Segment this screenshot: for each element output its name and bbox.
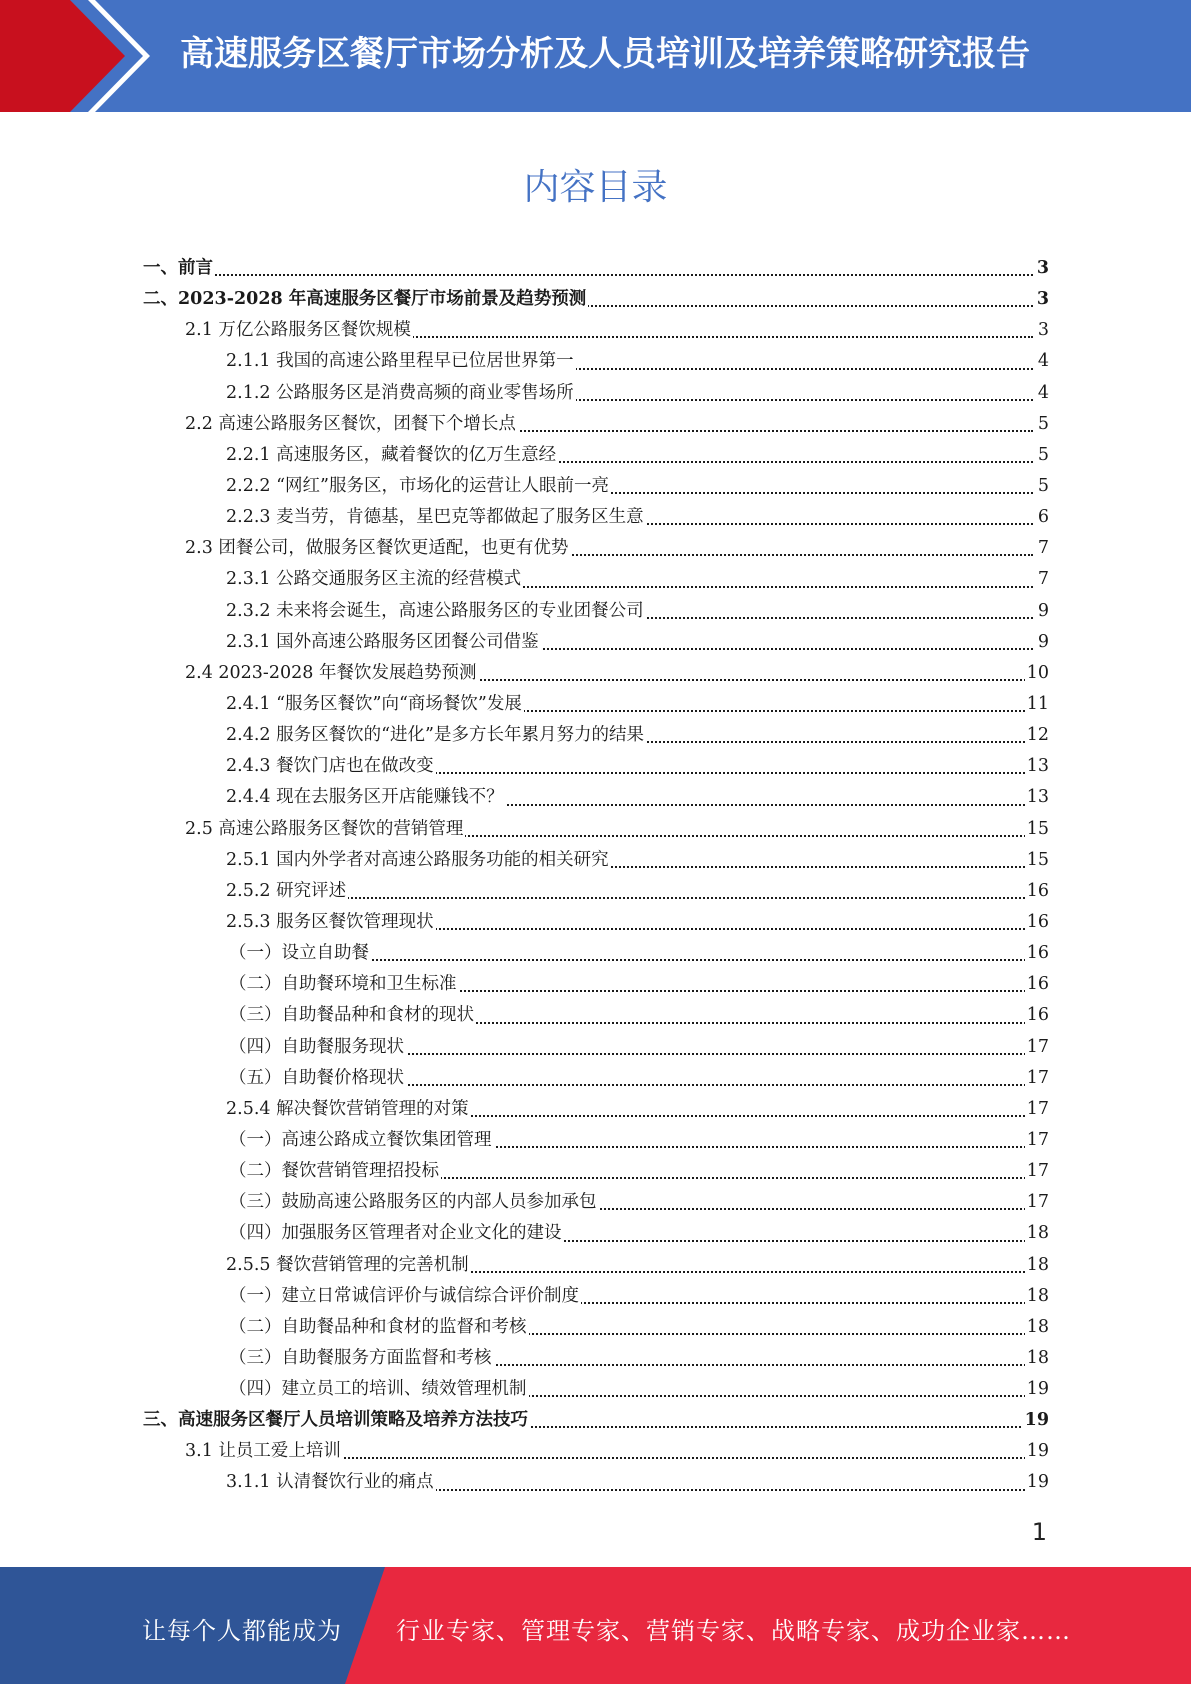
toc-entry-label: 3.1 让员工爱上培训 bbox=[185, 1436, 343, 1467]
toc-entry[interactable] bbox=[143, 658, 1049, 689]
toc-entry-page: 17 bbox=[1025, 1032, 1049, 1063]
toc-entry[interactable] bbox=[143, 440, 1049, 471]
toc-entry[interactable] bbox=[143, 253, 1049, 284]
toc-entry-label: （一）设立自助餐 bbox=[229, 938, 371, 969]
toc-entry[interactable] bbox=[143, 782, 1049, 813]
toc-entry[interactable] bbox=[143, 1250, 1049, 1281]
toc-entry-label: 2.5.3 服务区餐饮管理现状 bbox=[226, 907, 436, 938]
toc-entry[interactable] bbox=[143, 1218, 1049, 1249]
toc-dot-leader bbox=[143, 274, 1033, 276]
toc-entry[interactable] bbox=[143, 1000, 1049, 1031]
toc-entry-page: 16 bbox=[1025, 907, 1049, 938]
toc-entry-label: 2.5.2 研究评述 bbox=[226, 876, 348, 907]
toc-entry-page: 19 bbox=[1025, 1467, 1049, 1498]
toc-entry-page: 11 bbox=[1025, 689, 1049, 720]
toc-entry-label: （一）建立日常诚信评价与诚信综合评价制度 bbox=[229, 1281, 581, 1312]
toc-entry[interactable] bbox=[143, 751, 1049, 782]
toc-entry[interactable] bbox=[143, 1405, 1049, 1436]
toc-entry[interactable] bbox=[143, 1281, 1049, 1312]
toc-entry[interactable] bbox=[143, 1467, 1049, 1498]
toc-entry-label: 2.1.1 我国的高速公路里程早已位居世界第一 bbox=[226, 346, 576, 377]
toc-entry-page: 3 bbox=[1036, 315, 1049, 346]
toc-entry-label: 2.5 高速公路服务区餐饮的营销管理 bbox=[185, 814, 465, 845]
toc-entry-page: 10 bbox=[1025, 658, 1049, 689]
toc-entry[interactable] bbox=[143, 814, 1049, 845]
toc-entry-page: 18 bbox=[1025, 1218, 1049, 1249]
toc-entry-page: 17 bbox=[1025, 1094, 1049, 1125]
toc-entry[interactable] bbox=[143, 1374, 1049, 1405]
toc-entry-page: 16 bbox=[1025, 876, 1049, 907]
toc-entry[interactable] bbox=[143, 627, 1049, 658]
toc-entry-page: 18 bbox=[1025, 1250, 1049, 1281]
toc-entry-label: （四）自助餐服务现状 bbox=[229, 1032, 406, 1063]
toc-entry-page: 19 bbox=[1025, 1374, 1049, 1405]
toc-entry-label: （二）自助餐环境和卫生标准 bbox=[229, 969, 459, 1000]
toc-entry-label: 2.5.1 国内外学者对高速公路服务功能的相关研究 bbox=[226, 845, 611, 876]
footer-slogan-right: 行业专家、管理专家、营销专家、战略专家、成功企业家…… bbox=[396, 1617, 1071, 1645]
toc-entry[interactable] bbox=[143, 1156, 1049, 1187]
toc-entry-page: 17 bbox=[1025, 1187, 1049, 1218]
toc-entry-label: 2.4 2023-2028 年餐饮发展趋势预测 bbox=[185, 658, 478, 689]
toc-entry-page: 7 bbox=[1036, 564, 1049, 595]
toc-entry[interactable] bbox=[143, 720, 1049, 751]
toc-entry-label: 2.4.4 现在去服务区开店能赚钱不？ bbox=[226, 782, 506, 813]
toc-entry[interactable] bbox=[143, 969, 1049, 1000]
toc-entry-page: 16 bbox=[1025, 969, 1049, 1000]
toc-entry-label: （二）自助餐品种和食材的监督和考核 bbox=[229, 1312, 529, 1343]
toc-entry-page: 18 bbox=[1025, 1281, 1049, 1312]
toc-entry-label: 2.1 万亿公路服务区餐饮规模 bbox=[185, 315, 413, 346]
toc-entry[interactable] bbox=[143, 471, 1049, 502]
toc-entry-page: 9 bbox=[1036, 627, 1049, 658]
toc-entry-label: 2.3.2 未来将会诞生，高速公路服务区的专业团餐公司 bbox=[226, 596, 646, 627]
toc-heading: 内容目录 bbox=[523, 167, 668, 208]
toc-entry[interactable] bbox=[143, 1125, 1049, 1156]
toc-entry-label: 2.2.2 “网红”服务区，市场化的运营让人眼前一亮 bbox=[226, 471, 611, 502]
toc-entry-page: 3 bbox=[1035, 284, 1049, 315]
toc-entry-label: 2.4.3 餐饮门店也在做改变 bbox=[226, 751, 436, 782]
toc-entry[interactable] bbox=[143, 1436, 1049, 1467]
toc-entry[interactable] bbox=[143, 533, 1049, 564]
toc-entry-page: 9 bbox=[1036, 596, 1049, 627]
toc-entry[interactable] bbox=[143, 1094, 1049, 1125]
toc-entry-page: 13 bbox=[1025, 751, 1049, 782]
toc-entry-label: 2.3 团餐公司，做服务区餐饮更适配，也更有优势 bbox=[185, 533, 570, 564]
toc-entry[interactable] bbox=[143, 596, 1049, 627]
toc-entry[interactable] bbox=[143, 346, 1049, 377]
toc-entry-label: （三）自助餐服务方面监督和考核 bbox=[229, 1343, 494, 1374]
toc-entry[interactable] bbox=[143, 907, 1049, 938]
toc-entry[interactable] bbox=[143, 1187, 1049, 1218]
toc-entry[interactable] bbox=[143, 1063, 1049, 1094]
toc-entry-page: 13 bbox=[1025, 782, 1049, 813]
toc-entry[interactable] bbox=[143, 1032, 1049, 1063]
toc-entry[interactable] bbox=[143, 938, 1049, 969]
toc-entry-label: 2.3.1 国外高速公路服务区团餐公司借鉴 bbox=[226, 627, 541, 658]
toc-entry-label: 2.2.1 高速服务区，藏着餐饮的亿万生意经 bbox=[226, 440, 558, 471]
toc-entry-page: 17 bbox=[1025, 1063, 1049, 1094]
toc-entry-page: 19 bbox=[1025, 1436, 1049, 1467]
document-title: 高速服务区餐厅市场分析及人员培训及培养策略研究报告 bbox=[180, 34, 1030, 74]
toc-entry-page: 7 bbox=[1036, 533, 1049, 564]
toc-entry-page: 19 bbox=[1023, 1405, 1049, 1436]
toc-entry-page: 5 bbox=[1036, 440, 1049, 471]
toc-entry-label: （四）加强服务区管理者对企业文化的建设 bbox=[229, 1218, 564, 1249]
toc-entry-label: （一）高速公路成立餐饮集团管理 bbox=[229, 1125, 494, 1156]
toc-entry-label: 三、高速服务区餐厅人员培训策略及培养方法技巧 bbox=[143, 1405, 530, 1436]
toc-entry-label: （三）鼓励高速公路服务区的内部人员参加承包 bbox=[229, 1187, 599, 1218]
toc-entry-page: 17 bbox=[1025, 1125, 1049, 1156]
toc-entry[interactable] bbox=[143, 378, 1049, 409]
toc-entry[interactable] bbox=[143, 845, 1049, 876]
toc-entry-label: （三）自助餐品种和食材的现状 bbox=[229, 1000, 476, 1031]
toc-entry-page: 3 bbox=[1035, 253, 1049, 284]
toc-entry-label: （五）自助餐价格现状 bbox=[229, 1063, 406, 1094]
table-of-contents bbox=[143, 253, 1049, 1499]
toc-entry-label: 2.5.5 餐饮营销管理的完善机制 bbox=[226, 1250, 471, 1281]
toc-entry[interactable] bbox=[143, 876, 1049, 907]
toc-entry-label: （四）建立员工的培训、绩效管理机制 bbox=[229, 1374, 529, 1405]
toc-entry-label: 二、2023-2028 年高速服务区餐厅市场前景及趋势预测 bbox=[143, 284, 588, 315]
toc-entry-label: 2.2.3 麦当劳，肯德基，星巴克等都做起了服务区生意 bbox=[226, 502, 646, 533]
toc-entry[interactable] bbox=[143, 409, 1049, 440]
toc-entry-label: 2.2 高速公路服务区餐饮，团餐下个增长点 bbox=[185, 409, 518, 440]
toc-entry-page: 18 bbox=[1025, 1343, 1049, 1374]
toc-entry-page: 4 bbox=[1036, 378, 1049, 409]
toc-entry-page: 12 bbox=[1025, 720, 1049, 751]
toc-entry-label: 2.4.2 服务区餐饮的“进化”是多方长年累月努力的结果 bbox=[226, 720, 646, 751]
toc-entry-label: 2.1.2 公路服务区是消费高频的商业零售场所 bbox=[226, 378, 576, 409]
toc-entry-label: 2.4.1 “服务区餐饮”向“商场餐饮”发展 bbox=[226, 689, 524, 720]
toc-entry-page: 16 bbox=[1025, 1000, 1049, 1031]
toc-entry-label: 2.5.4 解决餐饮营销管理的对策 bbox=[226, 1094, 471, 1125]
footer-slogan-left: 让每个人都能成为 bbox=[142, 1617, 342, 1645]
toc-entry-page: 6 bbox=[1036, 502, 1049, 533]
footer-banner bbox=[0, 1567, 1191, 1684]
toc-entry[interactable] bbox=[143, 1343, 1049, 1374]
toc-entry-page: 15 bbox=[1025, 845, 1049, 876]
toc-entry-page: 5 bbox=[1036, 409, 1049, 440]
toc-entry-page: 16 bbox=[1025, 938, 1049, 969]
page-number: 1 bbox=[1031, 1518, 1047, 1546]
toc-entry-label: 3.1.1 认清餐饮行业的痛点 bbox=[226, 1467, 436, 1498]
toc-entry[interactable] bbox=[143, 689, 1049, 720]
toc-entry-label: 2.3.1 公路交通服务区主流的经营模式 bbox=[226, 564, 523, 595]
toc-entry-page: 5 bbox=[1036, 471, 1049, 502]
toc-entry-page: 17 bbox=[1025, 1156, 1049, 1187]
toc-entry-page: 15 bbox=[1025, 814, 1049, 845]
toc-entry[interactable] bbox=[143, 502, 1049, 533]
toc-entry[interactable] bbox=[143, 315, 1049, 346]
toc-entry-label: 一、前言 bbox=[143, 253, 215, 284]
toc-entry-label: （二）餐饮营销管理招投标 bbox=[229, 1156, 441, 1187]
header-banner bbox=[0, 0, 1191, 112]
toc-entry-page: 18 bbox=[1025, 1312, 1049, 1343]
toc-entry[interactable] bbox=[143, 564, 1049, 595]
toc-entry[interactable] bbox=[143, 284, 1049, 315]
toc-entry-page: 4 bbox=[1036, 346, 1049, 377]
toc-entry[interactable] bbox=[143, 1312, 1049, 1343]
